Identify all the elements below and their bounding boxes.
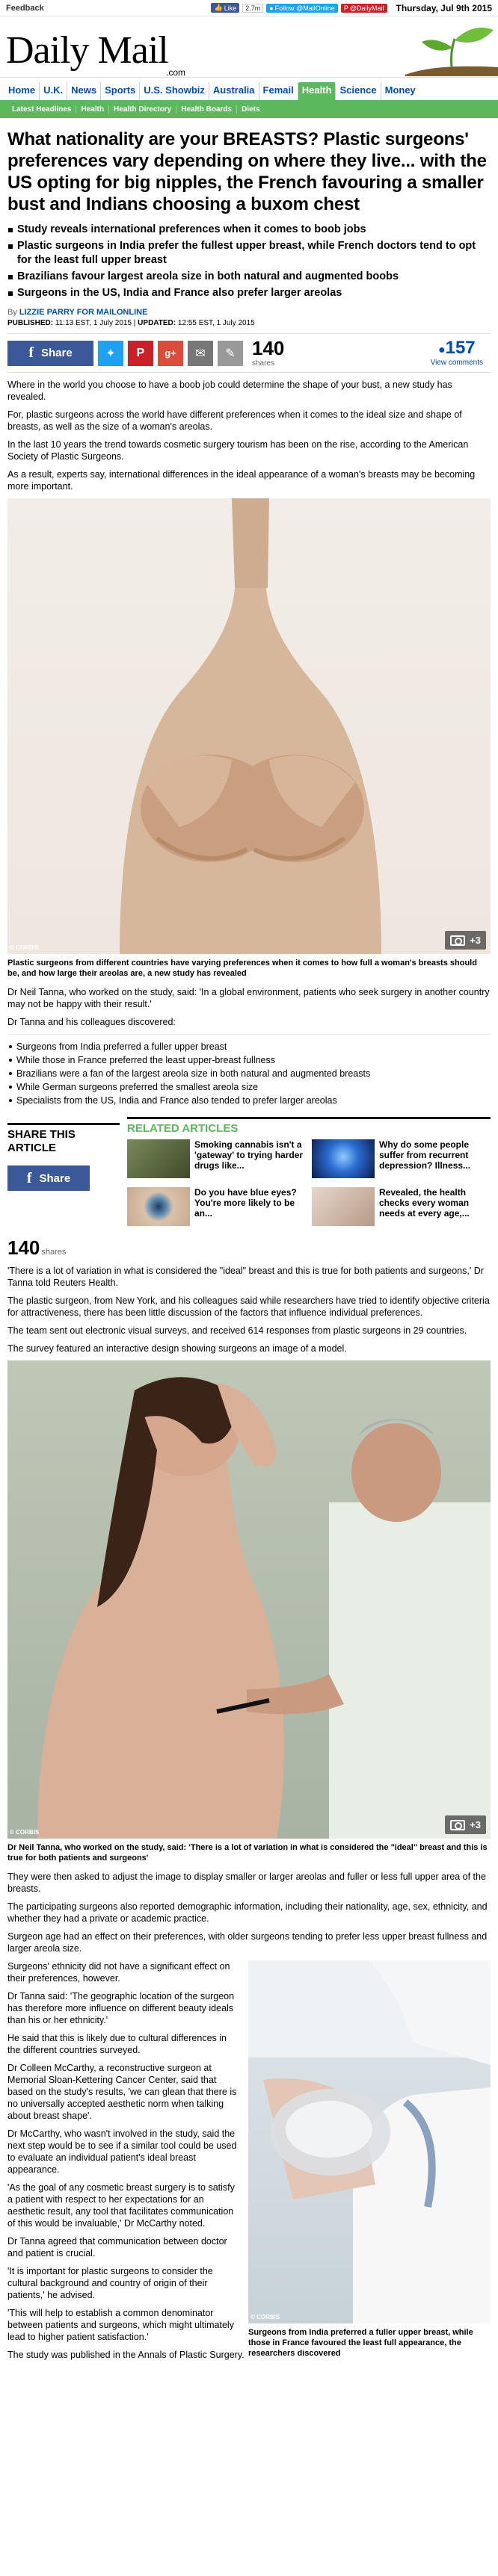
nav-item-health[interactable]: Health	[298, 82, 336, 100]
googleplus-share-button[interactable]	[158, 341, 183, 366]
related-title: RELATED ARTICLES	[127, 1122, 239, 1135]
pinterest-share-button[interactable]	[128, 341, 153, 366]
findings-list	[7, 1034, 491, 1106]
author-link[interactable]: LIZZIE PARRY FOR MAILONLINE	[19, 308, 148, 317]
nav-item-sports[interactable]: Sports	[101, 82, 140, 100]
main-nav	[0, 82, 498, 100]
related-item[interactable]: Revealed, the health checks every woman needs at every age,...	[312, 1187, 491, 1229]
nav-item-science[interactable]: Science	[336, 82, 381, 100]
nav-item-femail[interactable]: Femail	[259, 82, 298, 100]
article-paragraph: Where in the world you choose to have a boob job could determine the shape of your bust, a new study has revealed.	[7, 380, 452, 402]
byline: By LIZZIE PARRY FOR MAILONLINE	[7, 308, 148, 317]
article-paragraph: Dr Tanna agreed that communication between doctor and patient is crucial.	[7, 2236, 227, 2258]
nav-item-us-showbiz[interactable]: U.S. Showbiz	[140, 82, 209, 100]
photo-credit: © CORBIS	[250, 2314, 280, 2320]
nav-item-news[interactable]: News	[67, 82, 101, 100]
article-paragraph: 'This will help to establish a common denominator between patients and surgeons, which might ultimately lead to higher patient satisfaction.'	[7, 2308, 234, 2342]
related-thumbnail	[312, 1187, 375, 1226]
article-paragraph: 'As the goal of any cosmetic breast surgery is to satisfy a patient with respect to her expectations for an aesthetic result, any tool that facilitates communication of this would be invaluable,' Dr McCarthy noted.	[7, 2182, 235, 2229]
thumbs-up-icon: 👍	[214, 4, 223, 11]
subnav-latest-headlines[interactable]: Latest Headlines	[7, 105, 76, 114]
publish-info: PUBLISHED: 11:13 EST, 1 July 2015 | UPDATED: 12:55 EST, 1 July 2015	[7, 319, 491, 334]
summary-bullet: Brazilians favour largest areola size in both natural and augmented boobs	[7, 270, 491, 284]
article-paragraph: As a result, experts say, international differences in the ideal appearance of a woman's breasts may be becoming more important.	[7, 469, 476, 492]
like-count: 2.7m	[242, 4, 263, 13]
nav-item-australia[interactable]: Australia	[209, 82, 259, 100]
social-mini	[211, 3, 387, 13]
envelope-icon: ✉	[195, 347, 206, 360]
related-thumbnail	[127, 1139, 190, 1178]
finding-item: Specialists from the US, India and France also tended to prefer larger areolas	[7, 1095, 491, 1106]
share-this-title: SHARE THIS ARTICLE	[7, 1123, 120, 1155]
masthead	[0, 16, 498, 78]
image-caption: Plastic surgeons from different countries have varying preferences when it comes to how full a woman's breasts should be, and how large their areolas are, a new study has revealed	[7, 959, 477, 978]
sidebar-image-block	[248, 1960, 491, 2366]
subnav-health-boards[interactable]: Health Boards	[176, 105, 237, 114]
finding-item: While German surgeons preferred the smallest areola size	[7, 1081, 491, 1093]
gallery-button[interactable]: +3	[445, 1815, 486, 1834]
related-thumbnail	[312, 1139, 375, 1178]
facebook-icon: f	[26, 1169, 32, 1186]
article-headline: What nationality are your BREASTS? Plastic surgeons' preferences vary depending on where they live... with the US opting for big nipples, the French favouring a smaller bust and Indians choosing a buxom chest	[7, 129, 487, 214]
article-paragraph: The survey featured an interactive design showing surgeons an image of a model.	[7, 1343, 347, 1354]
summary-bullets	[7, 223, 491, 300]
nav-item-uk[interactable]: U.K.	[40, 82, 67, 100]
site-logo[interactable]: Daily Mail .com	[6, 29, 186, 78]
summary-bullet: Study reveals international preferences when it comes to boob jobs	[7, 223, 491, 237]
article-paragraph: He said that this is likely due to cultural differences in the different countries surveyed.	[7, 2033, 227, 2055]
article-paragraph: The participating surgeons also reported demographic information, including their nationality, age, sex, ethnicity, and whether they had a private or academic practice.	[7, 1901, 488, 1924]
share-related-row	[7, 1117, 491, 1229]
sub-nav	[0, 100, 498, 118]
finding-item: While those in France preferred the least upper-breast fullness	[7, 1054, 491, 1066]
top-bar	[0, 0, 498, 16]
twitter-bird-icon: ●	[269, 4, 274, 12]
googleplus-icon: g+	[165, 347, 176, 359]
article-image[interactable]	[7, 1360, 491, 1839]
article-paragraph: Dr Neil Tanna, who worked on the study, said: 'In a global environment, patients who seek surgery in another country may not be happy with their result.'	[7, 987, 490, 1009]
health-sprout-icon	[405, 22, 498, 76]
photo-illustration	[7, 1360, 491, 1839]
article-paragraph: Surgeons' ethnicity did not have a significant effect on their preferences, however.	[7, 1961, 230, 1984]
photo-illustration	[248, 1960, 491, 2323]
nav-item-money[interactable]: Money	[384, 84, 416, 96]
article-paragraph: The team sent out electronic visual surveys, and received 614 responses from plastic surgeons in 29 countries.	[7, 1325, 467, 1336]
share-this-article	[7, 1117, 120, 1229]
finding-item: Surgeons from India preferred a fuller upper breast	[7, 1041, 491, 1053]
pinterest-icon: P	[136, 346, 145, 359]
image-caption: Surgeons from India preferred a fuller upper breast, while those in France favoured the least full appearance, the researchers discovered	[248, 2328, 473, 2358]
facebook-like-button[interactable]: 👍 Like	[211, 3, 239, 13]
feedback-link[interactable]: Feedback	[6, 3, 44, 13]
image-caption: Dr Neil Tanna, who worked on the study, said: 'There is a lot of variation in what is considered the "ideal" breast and this is true for both patients and surgeons'	[7, 1843, 488, 1863]
subnav-health-directory[interactable]: Health Directory	[109, 105, 176, 114]
comment-share-button[interactable]	[218, 341, 243, 366]
article-paragraph: For, plastic surgeons across the world have different preferences when it comes to the ideal size and shape of breasts, as well as the size of a woman's areolas.	[7, 409, 462, 432]
article	[0, 129, 498, 2361]
article-paragraph: Dr Tanna said: 'The geographic location of the surgeon has therefore more influence on different beauty ideals than his or her ethnicity.'	[7, 1991, 235, 2025]
facebook-share-button-2[interactable]: f Share	[7, 1165, 90, 1191]
share-count: 140 shares	[252, 337, 285, 368]
photo-credit: © CORBIS	[10, 1829, 40, 1836]
finding-item: Brazilians were a fan of the largest areola size in both natural and augmented breasts	[7, 1068, 491, 1080]
speech-bubble-icon: ✎	[225, 347, 236, 360]
subnav-diets[interactable]: Diets	[242, 105, 260, 114]
pinterest-icon: P	[343, 4, 348, 12]
photo-credit: © CORBIS	[10, 944, 40, 951]
article-paragraph: They were then asked to adjust the image to display smaller or larger areolas and fuller or less full upper area of the breasts.	[7, 1871, 486, 1894]
related-articles	[127, 1117, 491, 1229]
article-paragraph: Dr Tanna and his colleagues discovered:	[7, 1017, 176, 1027]
article-paragraph: 'There is a lot of variation in what is considered the "ideal" breast and this is true for both patients and surgeons,' Dr Tanna told Reuters Health.	[7, 1266, 484, 1288]
closing-paragraph: The study was published in the Annals of Plastic Surgery.	[7, 2350, 245, 2360]
comment-bubble-icon: ●	[437, 344, 446, 356]
article-paragraph: Surgeon age had an effect on their preferences, with older surgeons tending to prefer less upper breast fullness and larger areola size.	[7, 1931, 488, 1954]
share-count-2: 140 shares	[7, 1236, 67, 1259]
nav-item-home[interactable]: Home	[4, 82, 40, 100]
facebook-icon: f	[28, 344, 34, 361]
camera-icon	[450, 935, 465, 946]
comments-link[interactable]: ●157 View comments	[430, 338, 483, 367]
email-share-button[interactable]	[188, 341, 213, 366]
camera-icon	[450, 1820, 465, 1830]
photo-illustration	[7, 498, 491, 954]
article-image[interactable]	[7, 498, 491, 954]
summary-bullet: Plastic surgeons in India prefer the fullest upper breast, while French doctors tend to opt for the least full upper breast	[7, 239, 491, 267]
article-paragraph: 'It is important for plastic surgeons to consider the cultural background and country of origin of their patients,' he advised.	[7, 2266, 213, 2300]
current-date: Thursday, Jul 9th 2015	[396, 2, 492, 13]
related-thumbnail	[127, 1187, 190, 1226]
related-item[interactable]: Do you have blue eyes? You're more likely to be an...	[127, 1187, 306, 1229]
facebook-share-button[interactable]: f Share	[7, 341, 93, 366]
twitter-follow-button[interactable]: ● Follow @MailOnline	[266, 4, 338, 13]
article-image[interactable]	[248, 1960, 491, 2323]
article-paragraph: Dr Colleen McCarthy, a reconstructive surgeon at Memorial Sloan-Kettering Cancer Center, said that based on the study's results, 'we can glean that there is no universally accepted aesthetic norm when talking about breast shape'.	[7, 2063, 237, 2121]
share-bar	[7, 334, 491, 373]
twitter-icon: ✦	[105, 347, 116, 360]
article-paragraph: Dr McCarthy, who wasn't involved in the study, said the next step would be to see if a similar tool could be used to evaluate an individual patient's ideal breast appearance.	[7, 2128, 237, 2175]
summary-bullet: Surgeons in the US, India and France also prefer larger areolas	[7, 286, 491, 300]
related-item[interactable]: Why do some people suffer from recurrent depression? Illness...	[312, 1139, 491, 1181]
twitter-share-button[interactable]	[98, 341, 123, 366]
subnav-health[interactable]: Health	[76, 105, 109, 114]
article-paragraph: The plastic surgeon, from New York, and his colleagues said while researchers have tried to identify objective criteria for attractiveness, there has been little discussion of the factors that influence individual preferences.	[7, 1295, 490, 1318]
pinterest-follow-button[interactable]: P @DailyMail	[341, 4, 387, 13]
related-item[interactable]: Smoking cannabis isn't a 'gateway' to trying harder drugs like...	[127, 1139, 306, 1181]
article-paragraph: In the last 10 years the trend towards cosmetic surgery tourism has been on the rise, according to the American Society of Plastic Surgeons.	[7, 439, 469, 462]
gallery-button[interactable]: +3	[445, 931, 486, 950]
